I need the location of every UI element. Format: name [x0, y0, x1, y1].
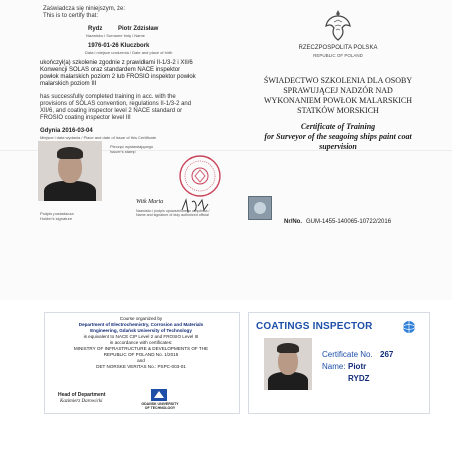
- title-pl-line-4: STATKÓW MORSKICH: [297, 106, 379, 115]
- title-en-line-3: supervision: [319, 142, 357, 151]
- head-label: Head of Department: [58, 392, 106, 398]
- course-line-1: Course organized by: [119, 316, 163, 321]
- holder-given-name: Piotr Zdzisław: [118, 26, 159, 32]
- intro-en: This is to certify that:: [43, 13, 99, 19]
- course-line-6: MINISTRY OF INFRASTRUCTURE & DEVELOPMENTS OF THE: [73, 346, 209, 351]
- cert-number-label: Certificate No.: [322, 350, 373, 359]
- holder-photo: [38, 141, 102, 201]
- title-pl-line-1: ŚWIADECTWO SZKOLENIA DLA OSOBY: [263, 76, 413, 85]
- course-line-7: REPUBLIC OF POLAND No. 1/2015: [103, 352, 179, 357]
- official-name: Witk Maria: [136, 199, 164, 205]
- university-logo-icon: [150, 388, 168, 402]
- holder-birth: 1976-01-26 Kluczbork: [88, 43, 150, 49]
- university-name-1: GDAŃSK UNIVERSITY: [141, 402, 179, 406]
- course-card-text: [44, 316, 238, 370]
- inspector-last-name: RYDZ: [348, 374, 370, 383]
- body-en: has successfully completed training in acc. with the provisions of SOLAS convention, regulations II-1/3-2 and XII/6, and coating inspector level 2 NACE standard or FROSIO coating inspector level III: [40, 94, 192, 121]
- holder-signature-caption-2: Holder's signature: [40, 216, 73, 221]
- place-date-caption: Miejsce i data wydania / Place and date of issue of this Certificate: [40, 135, 157, 140]
- name-label: Name:: [322, 362, 346, 371]
- cert-number-value: 267: [380, 350, 394, 359]
- course-line-3: Engineering, Gdańsk University of Technology: [90, 328, 192, 333]
- title-pl-line-2: SPRAWUJĄCEJ NADZÓR NAD: [283, 86, 393, 95]
- holder-signature-caption-1: Podpis posiadacza: [40, 211, 74, 216]
- inspector-first-name: Piotr: [348, 362, 367, 371]
- inspector-photo: [264, 338, 312, 390]
- name-caption: Nazwisko i Surname Imię i Name: [86, 33, 145, 38]
- title-en-line-1: Certificate of Training: [300, 122, 376, 131]
- country-en: REPUBLIC OF POLAND: [313, 53, 363, 58]
- polish-eagle-icon: [324, 8, 352, 42]
- title-pl-line-3: WYKONANIEM POWŁOK MALARSKICH: [264, 96, 412, 105]
- body-pl: ukończył(a) szkolenie zgodnie z prawidłami II-1/3-2 i XII/6 Konwencji SOLAS oraz standardem NACE inspektor powłok malarskich poziom 2 lub FROSIO inspektor powłok malarskich poziom III: [40, 60, 196, 87]
- card-title: COATINGS INSPECTOR: [256, 321, 373, 332]
- course-line-8: and: [137, 358, 145, 363]
- title-en-line-2: for Surveyor of the seagoing ships paint coat: [264, 132, 412, 141]
- course-line-5: in accordance with certificates:: [109, 340, 173, 345]
- seal-caption-1: Pieczęć wystawiającego: [110, 144, 154, 149]
- number-value: GUM-1455-140065-10722/2016: [306, 219, 392, 225]
- number-label: Nr/No.: [284, 219, 302, 225]
- intro-pl: Zaświadcza się niniejszym, że:: [43, 6, 126, 12]
- place-date: Gdynia 2016-03-04: [40, 128, 93, 134]
- hologram-sticker: [248, 196, 272, 220]
- official-caption: Nazwisko i podpis upoważnionego urzędnika / Name and signature of duly authorized official: [136, 209, 210, 217]
- globe-icon: [402, 320, 416, 334]
- seal-caption-2: Issuer's stamp: [110, 149, 136, 154]
- course-line-2: Department of Electrochemistry, Corrosion and Materials: [78, 322, 204, 327]
- birth-caption: Data i miejsce urodzenia / Date and place of birth: [85, 50, 173, 55]
- holder-surname: Rydz: [88, 26, 103, 32]
- course-line-4: is equivalent to NACE CIP Level 2 and FROSIO Level III: [83, 334, 199, 339]
- country-pl: RZECZPOSPOLITA POLSKA: [298, 45, 378, 51]
- head-name: Kazimierz Darowicki: [60, 399, 103, 404]
- course-line-9: DET NORSKE VERITAS No.: PSPC-003-01: [96, 364, 186, 369]
- university-name-2: OF TECHNOLOGY: [144, 406, 176, 410]
- red-seal-stamp: [178, 154, 222, 198]
